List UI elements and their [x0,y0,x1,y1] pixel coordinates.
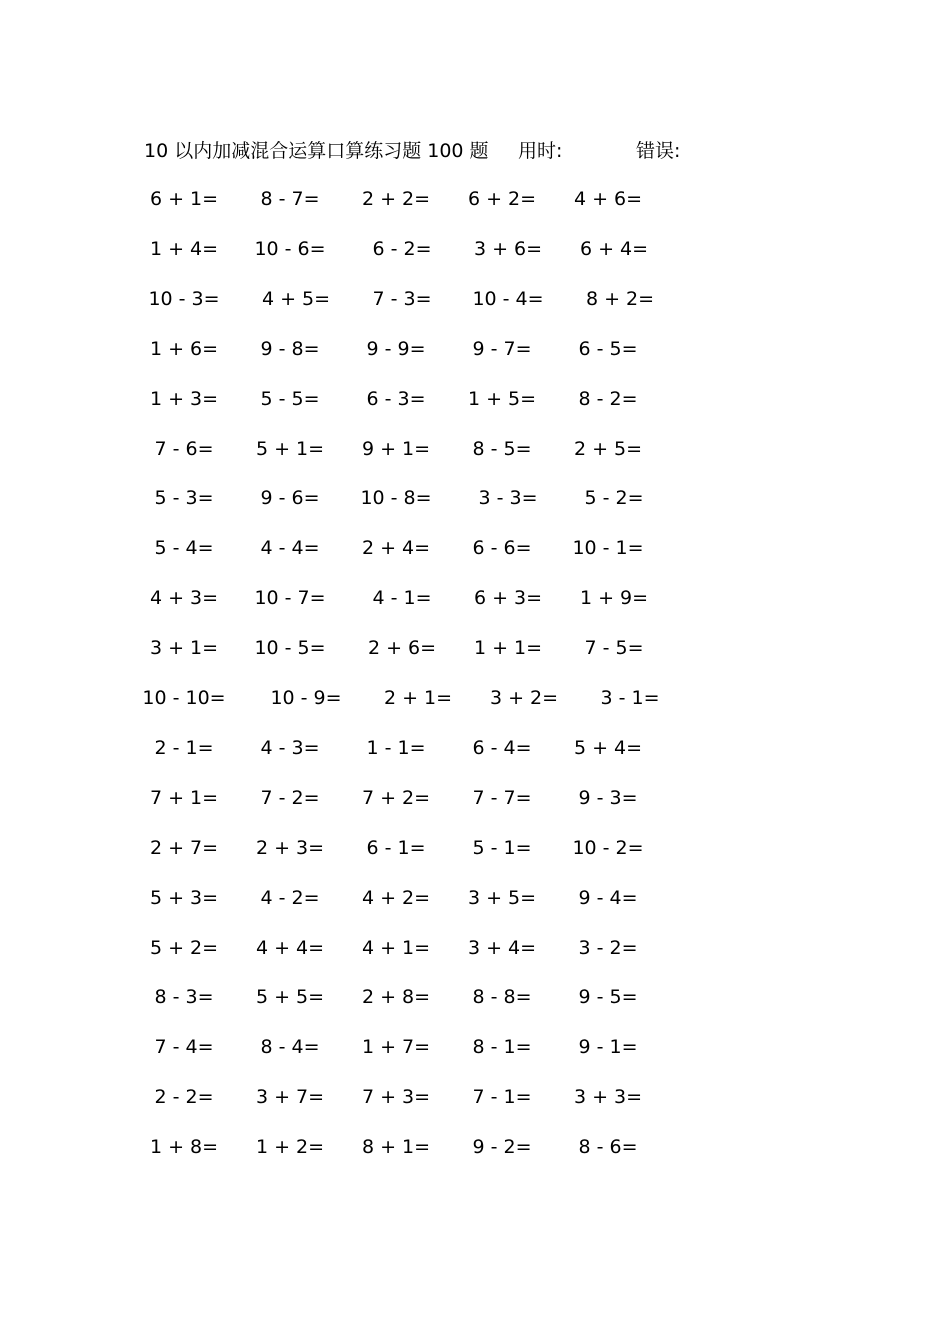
math-problem: 5 - 3= [154,487,214,510]
math-problem: 6 + 3= [473,587,543,610]
math-problem: 9 - 6= [260,487,320,510]
math-problem: 9 - 4= [578,886,638,909]
math-problem: 2 + 6= [367,637,437,660]
problem-row [0,284,950,314]
problem-row [0,633,950,663]
problem-row [0,982,950,1012]
math-problem: 8 - 1= [472,1036,532,1059]
math-problem: 3 + 2= [489,687,559,709]
math-problem: 1 + 7= [361,1036,431,1059]
math-problem: 8 - 7= [260,188,320,210]
math-problem: 2 - 1= [154,736,214,759]
math-problem: 4 - 1= [372,587,432,610]
math-problem: 5 + 1= [255,437,325,460]
math-problem: 10 - 10= [142,687,226,709]
math-problem: 4 + 1= [361,936,431,959]
math-problem: 3 - 2= [578,936,638,959]
math-problem: 3 + 6= [473,237,543,260]
math-problem: 1 + 1= [473,637,543,660]
math-problem: 3 + 3= [573,1086,643,1109]
math-problem: 6 - 6= [472,537,532,560]
problem-row [0,533,950,563]
math-problem: 3 + 1= [149,637,219,660]
math-problem: 5 + 5= [255,986,325,1009]
math-problem: 5 - 1= [472,836,532,859]
math-problem: 6 - 5= [578,337,638,360]
problem-row [0,384,950,414]
math-problem: 6 + 1= [149,188,219,210]
math-problem: 4 + 5= [261,287,331,310]
math-problem: 7 - 6= [154,437,214,460]
math-problem: 2 + 7= [149,836,219,859]
math-problem: 1 + 8= [149,1136,219,1159]
worksheet-title: 10 以内加减混合运算口算练习题 100 题 [144,140,489,162]
math-problem: 2 + 2= [361,188,431,210]
problem-row [0,434,950,464]
math-problem: 10 - 5= [254,637,326,660]
math-problem: 9 - 1= [578,1036,638,1059]
math-problem: 4 - 2= [260,886,320,909]
worksheet-header [144,136,744,166]
math-problem: 8 - 4= [260,1036,320,1059]
math-problem: 5 + 3= [149,886,219,909]
math-problem: 1 - 1= [366,736,426,759]
problem-row [0,334,950,364]
math-problem: 8 - 5= [472,437,532,460]
math-problem: 8 - 6= [578,1136,638,1159]
math-problem: 9 + 1= [361,437,431,460]
problem-row [0,483,950,513]
math-problem: 10 - 6= [254,237,326,260]
math-problem: 10 - 7= [254,587,326,610]
problem-row [0,1082,950,1112]
problem-row [0,1132,950,1162]
problem-row [0,833,950,863]
problem-row [0,933,950,963]
problem-row [0,883,950,913]
math-problem: 10 - 9= [270,687,342,709]
math-problem: 4 + 2= [361,886,431,909]
math-problem: 5 + 2= [149,936,219,959]
time-used-label: 用时: [518,140,563,162]
math-problem: 5 - 4= [154,537,214,560]
math-problem: 10 - 3= [148,287,220,310]
math-problem: 3 - 3= [478,487,538,510]
math-problem: 8 + 2= [585,287,655,310]
math-problem: 10 - 2= [572,836,644,859]
problem-row [0,683,950,713]
math-problem: 9 - 2= [472,1136,532,1159]
math-problem: 8 - 2= [578,387,638,410]
math-problem: 4 + 4= [255,936,325,959]
math-problem: 6 - 4= [472,736,532,759]
math-problem: 3 + 4= [467,936,537,959]
math-problem: 3 - 1= [600,687,660,709]
math-problem: 9 - 3= [578,786,638,809]
math-problem: 7 - 7= [472,786,532,809]
math-problem: 7 - 2= [260,786,320,809]
math-problem: 7 - 4= [154,1036,214,1059]
math-problem: 4 + 3= [149,587,219,610]
math-problem: 6 - 3= [366,387,426,410]
math-problem: 7 + 1= [149,786,219,809]
math-problem: 4 - 4= [260,537,320,560]
math-problem: 6 - 1= [366,836,426,859]
math-problem: 4 - 3= [260,736,320,759]
math-problem: 1 + 6= [149,337,219,360]
math-problem: 7 + 3= [361,1086,431,1109]
math-problem: 6 - 2= [372,237,432,260]
math-problem: 10 - 1= [572,537,644,560]
math-problem: 5 - 2= [584,487,644,510]
math-problem: 6 + 2= [467,188,537,210]
math-problem: 8 - 3= [154,986,214,1009]
math-problem: 9 - 8= [260,337,320,360]
math-problem: 3 + 5= [467,886,537,909]
math-problem: 1 + 3= [149,387,219,410]
math-problem: 9 - 9= [366,337,426,360]
math-problem: 5 - 5= [260,387,320,410]
math-problem: 5 + 4= [573,736,643,759]
math-problem: 8 + 1= [361,1136,431,1159]
math-problem: 2 + 5= [573,437,643,460]
math-problem: 8 - 8= [472,986,532,1009]
math-problem: 1 + 2= [255,1136,325,1159]
math-problem: 7 - 3= [372,287,432,310]
math-problem: 1 + 5= [467,387,537,410]
error-count-label: 错误: [636,140,681,162]
math-problem: 4 + 6= [573,188,643,210]
math-problem: 2 + 8= [361,986,431,1009]
math-problem: 1 + 9= [579,587,649,610]
math-problem: 3 + 7= [255,1086,325,1109]
math-problem: 7 - 5= [584,637,644,660]
math-problem: 7 + 2= [361,786,431,809]
problem-row [0,783,950,813]
math-problem: 10 - 4= [472,287,544,310]
problem-row [0,234,950,264]
problem-row [0,184,950,214]
problem-row [0,583,950,613]
problem-row [0,1032,950,1062]
math-problem: 9 - 5= [578,986,638,1009]
math-problem: 2 + 3= [255,836,325,859]
math-problem: 2 + 4= [361,537,431,560]
math-problem: 1 + 4= [149,237,219,260]
math-problem: 2 - 2= [154,1086,214,1109]
math-problem: 2 + 1= [383,687,453,709]
math-problem: 10 - 8= [360,487,432,510]
math-problem: 7 - 1= [472,1086,532,1109]
math-problem: 9 - 7= [472,337,532,360]
problem-row [0,733,950,763]
math-problem: 6 + 4= [579,237,649,260]
